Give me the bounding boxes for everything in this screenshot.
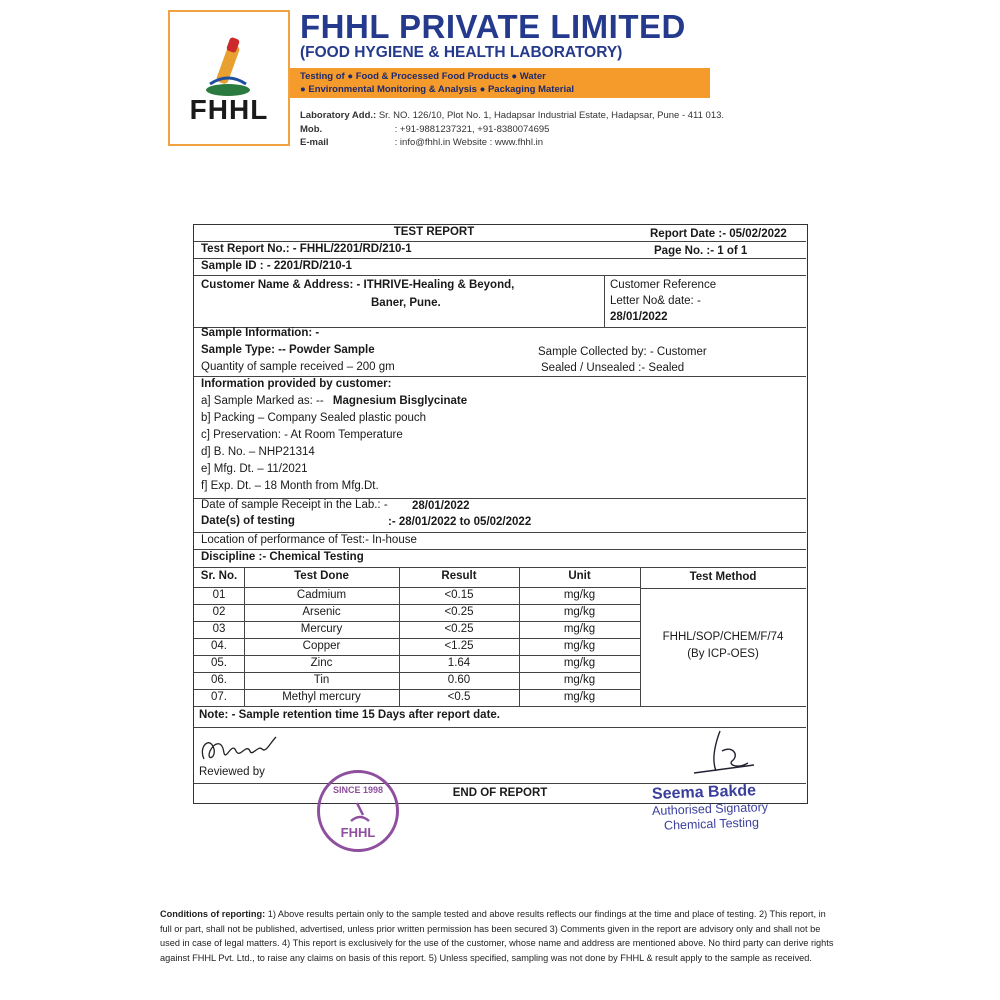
stamp-microscope-icon: [345, 799, 375, 825]
report-number: Test Report No.: - FHHL/2201/RD/210-1: [201, 243, 412, 255]
col-header-result: Result: [441, 570, 477, 582]
lab-stamp: [317, 770, 399, 852]
customer-letter-label: Letter No& date: -: [610, 295, 701, 307]
address-value: Sr. NO. 126/10, Plot No. 1, Hadapsar Industrial Estate, Hadapsar, Pune - 411 013.: [378, 110, 725, 121]
mob-value: : +91-9881237321, +91-8380074695: [394, 124, 550, 135]
stamp-top-text: SINCE 1998: [332, 785, 384, 795]
services-line-2: ● Environmental Monitoring & Analysis ● Packaging Material: [300, 84, 575, 95]
company-logo: [168, 10, 290, 146]
address-label: Laboratory Add.:: [300, 110, 377, 121]
company-subtitle: (FOOD HYGIENE & HEALTH LABORATORY): [300, 44, 623, 61]
row-sr-no: 02: [212, 606, 226, 618]
customer-info-heading: Information provided by customer:: [201, 378, 392, 390]
conditions-text: 1) Above results pertain only to the sample tested and above results reflects our findings at the time and place of testing. 2) This report, in full or part, shall not be published, advertised, unless prior written permission has been secured 3) Comments given in the report are advisory only and shall not be used in case of legal matters. 4) This report is exclusively for the use of the customer, whose name and address are mentioned above. No third party can derive rights against FHHL Pvt. Ltd., to raise any claims on basis of this report. 5) Unless specified, sampling was not done by FHHL & result apply to the sample as received.: [160, 909, 834, 963]
row-sr-no: 01: [212, 589, 226, 601]
signatory-title: Authorised Signatory: [651, 799, 769, 819]
test-method-technique: (By ICP-OES): [687, 648, 759, 660]
reviewer-signature: [196, 729, 286, 769]
signatory-signature: [684, 721, 774, 781]
test-report-table: [193, 224, 808, 804]
preservation-info: c] Preservation: - At Room Temperature: [201, 429, 403, 441]
sample-quantity: Quantity of sample received – 200 gm: [201, 361, 395, 373]
test-location: Location of performance of Test:- In-house: [201, 534, 417, 546]
batch-number: d] B. No. – NHP21314: [201, 446, 315, 458]
col-header-unit: Unit: [568, 570, 591, 582]
row-test-name: Cadmium: [296, 589, 347, 601]
row-test-name: Tin: [313, 674, 330, 686]
test-method-code: FHHL/SOP/CHEM/F/74: [662, 631, 784, 643]
customer-reference: Customer Reference: [610, 279, 717, 291]
row-sr-no: 05.: [211, 657, 227, 669]
row-unit: mg/kg: [563, 657, 596, 669]
packing-info: b] Packing – Company Sealed plastic pouch: [201, 412, 427, 424]
page-number: Page No. :- 1 of 1: [654, 245, 748, 257]
signatory-department: Chemical Testing: [663, 815, 760, 833]
customer-name: Customer Name & Address: - ITHRIVE-Healing & Beyond,: [201, 279, 515, 291]
row-sr-no: 06.: [211, 674, 227, 686]
company-name: FHHL PRIVATE LIMITED: [300, 8, 686, 45]
signatory-name: Seema Bakde: [651, 782, 757, 803]
col-header-test-done: Test Done: [294, 570, 349, 582]
sample-collected-by: Sample Collected by: - Customer: [538, 346, 707, 358]
mfg-date: e] Mfg. Dt. – 11/2021: [201, 463, 308, 475]
email-row: [300, 137, 543, 148]
customer-letter-date: 28/01/2022: [610, 311, 668, 323]
lab-address-row: [300, 110, 724, 121]
services-line-1: Testing of ● Food & Processed Food Products ● Water: [300, 71, 546, 82]
row-test-name: Copper: [302, 640, 341, 652]
row-unit: mg/kg: [563, 589, 596, 601]
logo-text: FHHL: [189, 94, 269, 125]
conditions-label: Conditions of reporting:: [160, 909, 266, 919]
report-title: TEST REPORT: [393, 226, 475, 238]
conditions-of-reporting: [160, 907, 840, 965]
reviewed-by-label: Reviewed by: [199, 766, 265, 778]
row-test-name: Methyl mercury: [282, 691, 361, 703]
row-sr-no: 04.: [211, 640, 227, 652]
row-result: 0.60: [447, 674, 471, 686]
row-result: <0.5: [447, 691, 471, 703]
row-unit: mg/kg: [563, 691, 596, 703]
stamp-bottom-text: FHHL: [340, 825, 376, 840]
row-result: <0.25: [444, 606, 474, 618]
row-test-name: Zinc: [310, 657, 333, 669]
mob-label: Mob.: [300, 124, 323, 135]
row-sr-no: 03: [212, 623, 226, 635]
marked-as-value: Magnesium Bisglycinate: [332, 395, 468, 407]
exp-date: f] Exp. Dt. – 18 Month from Mfg.Dt.: [201, 480, 379, 492]
col-header-test-method: Test Method: [689, 571, 757, 583]
row-test-name: Mercury: [300, 623, 343, 635]
marked-as-row: [201, 395, 467, 407]
row-result: <0.25: [444, 623, 474, 635]
mob-row: [300, 124, 549, 135]
row-unit: mg/kg: [563, 640, 596, 652]
receipt-date-value: 28/01/2022: [412, 500, 470, 512]
sample-sealed: Sealed / Unsealed :- Sealed: [541, 362, 685, 374]
services-band: [290, 68, 710, 98]
sample-info-heading: Sample Information: -: [201, 327, 320, 339]
email-label: E-mail: [300, 137, 329, 148]
discipline: Discipline :- Chemical Testing: [201, 551, 364, 563]
row-test-name: Arsenic: [302, 606, 341, 618]
report-date: Report Date :- 05/02/2022: [650, 228, 787, 240]
row-unit: mg/kg: [563, 674, 596, 686]
row-result: <0.15: [444, 589, 474, 601]
customer-city: Baner, Pune.: [371, 297, 441, 309]
col-header-sr-no: Sr. No.: [200, 570, 238, 582]
sample-type: Sample Type: -- Powder Sample: [201, 344, 375, 356]
row-result: <1.25: [444, 640, 474, 652]
marked-as-label: a] Sample Marked as: --: [201, 395, 324, 407]
retention-note: Note: - Sample retention time 15 Days after report date.: [199, 709, 500, 721]
row-unit: mg/kg: [563, 623, 596, 635]
testing-date-value: :- 28/01/2022 to 05/02/2022: [388, 516, 532, 528]
row-result: 1.64: [447, 657, 471, 669]
sample-id: Sample ID : - 2201/RD/210-1: [201, 260, 352, 272]
end-of-report: END OF REPORT: [452, 787, 548, 799]
receipt-date-label: Date of sample Receipt in the Lab.: -: [201, 499, 388, 511]
email-value: : info@fhhl.in Website : www.fhhl.in: [394, 137, 543, 148]
row-unit: mg/kg: [563, 606, 596, 618]
row-sr-no: 07.: [211, 691, 227, 703]
testing-date-label: Date(s) of testing: [201, 515, 295, 527]
